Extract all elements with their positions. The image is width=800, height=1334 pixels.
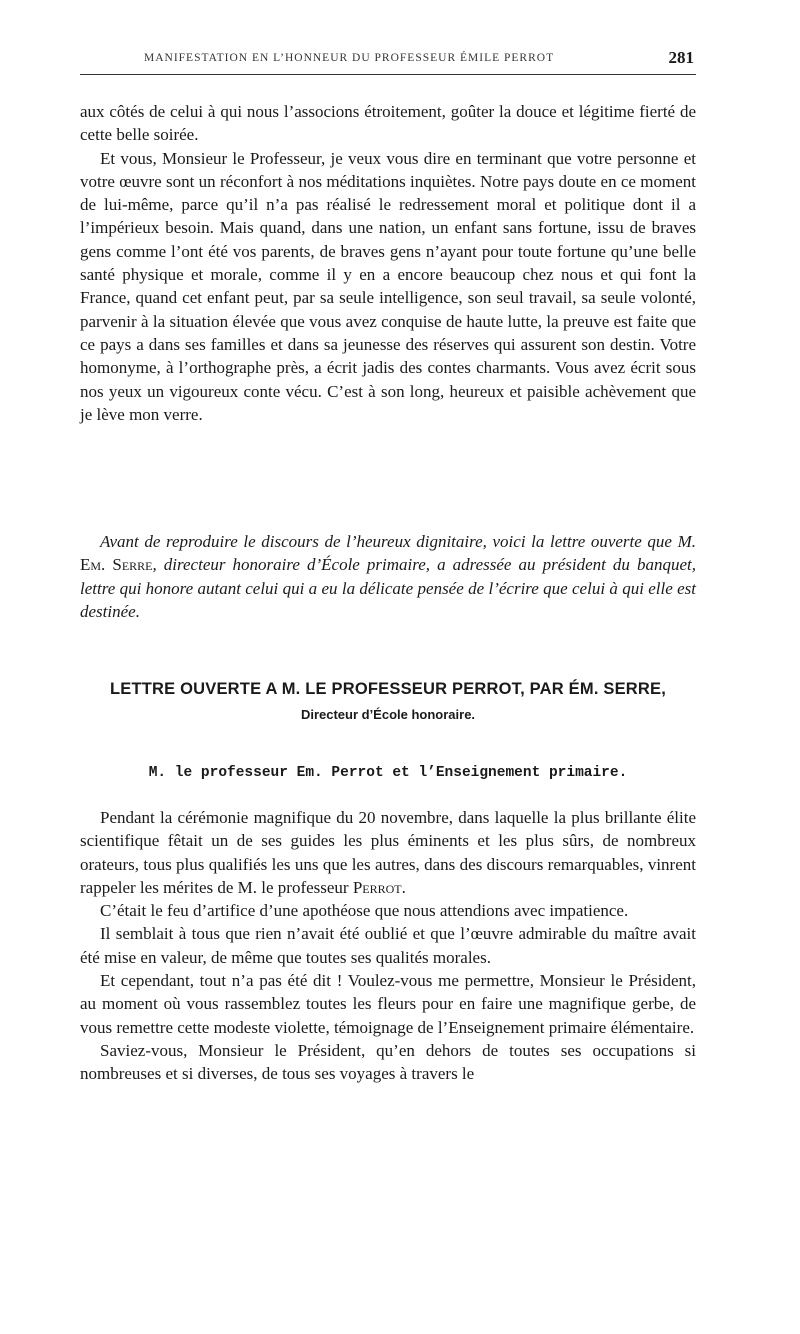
paragraph — [80, 806, 696, 899]
paragraph-end: . — [401, 877, 406, 897]
editor-note-before: Avant de reproduire le discours de l’heureux dignitaire, voici la lettre ouverte que M. — [100, 532, 696, 551]
page-number: 281 — [668, 48, 694, 67]
paragraph: C’était le feu d’artifice d’une apothéose que nous attendions avec impatience. — [100, 901, 629, 921]
letter-subheading: Directeur d’École honoraire. — [300, 707, 476, 722]
paragraph-text: Pendant la cérémonie magnifique du 20 novembre, dans laquelle la plus brillante élite scientifique fêtait un de ses guides les plus éminents et les plus sûrs, de nombreux orateurs, tous plus qualifiés les uns que les autres, dans des discours remarquables, vinrent rappeler les mérites de M. le professeur — [80, 808, 696, 897]
paragraph: aux côtés de celui à qui nous l’associons étroitement, goûter la douce et légitime fierté de cette belle soirée. — [80, 102, 696, 145]
paragraph: Et vous, Monsieur le Professeur, je veux vous dire en terminant que votre personne et votre œuvre sont un réconfort à nos méditations inquiètes. Notre pays doute en ce moment de lui-même, parce qu’il n’a pas réalisé le redressement moral et politique dont il a l’impérieux besoin. Mais quand, dans une nation, un enfant sans fortune, issu de braves gens comme l’ont été vos parents, de braves gens n’ayant pour toute fortune qu’une belle santé physique et morale, comme il y en a encore beaucoup chez nous et qui font la France, quand cet enfant peut, par sa seule intelligence, son seul travail, sa seule volonté, parvenir à la situation élevée que vous avez conquise de haute lutte, la preuve est faite que ce pays a dans ses familles et dans sa jeunesse des réserves qui assurent son destin. Votre homonyme, à l’orthographe près, a écrit jadis des contes charmants. Vous avez écrit sous nos yeux un vigoureux conte vécu. C’est à son long, heureux et paisible achèvement que je lève mon verre. — [80, 148, 696, 424]
author-name: Em. Serre — [80, 555, 153, 575]
paragraph: Saviez-vous, Monsieur le Président, qu’en dehors de toutes ses occupations si nombreuses et si diverses, de tous ses voyages à travers le — [80, 1040, 696, 1084]
letter-heading: LETTRE OUVERTE A M. LE PROFESSEUR PERROT, PAR ÉM. SERRE, — [109, 680, 667, 698]
editor-note-paragraph — [80, 530, 696, 623]
professor-name: Perrot — [352, 877, 402, 897]
paragraph: Et cependant, tout n’a pas été dit ! Voulez-vous me permettre, Monsieur le Président, au moment où vous rassemblez toutes les fleurs pour en faire une magnifique gerbe, de vous remettre cette modeste violette, témoignage de l’Enseignement primaire élémentaire. — [80, 971, 696, 1037]
running-header — [80, 48, 696, 75]
paragraph: Il semblait à tous que rien n’avait été oublié et que l’œuvre admirable du maître avait été mise en valeur, de même que toutes ses qualités morales. — [80, 924, 696, 967]
section-title: M. le professeur Em. Perrot et l’Enseignement primaire. — [148, 765, 628, 781]
running-title: MANIFESTATION EN L’HONNEUR DU PROFESSEUR ÉMILE PERROT — [144, 52, 555, 64]
intro-text — [80, 100, 696, 426]
editor-note-after: , directeur honoraire d’École primaire, a adressée au président du banquet, lettre qui honore autant celui qui a eu la délicate pensée de l’écrire que celui à qui elle est destinée. — [80, 555, 697, 621]
letter-body — [80, 806, 696, 1086]
editor-note — [80, 530, 696, 623]
